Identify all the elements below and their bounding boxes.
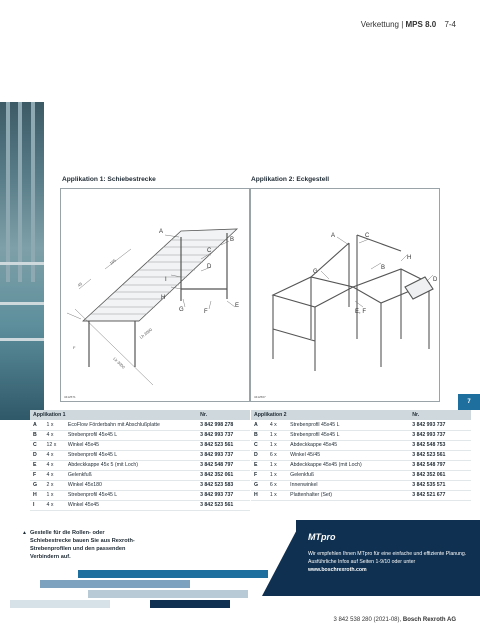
table-row (30, 440, 250, 450)
app1-title: Applikation 1: Schiebestrecke (62, 176, 156, 183)
chapter-tab: 7 (458, 394, 480, 410)
part-number: 3 842 993 737 (197, 450, 250, 460)
part-number: 3 842 523 561 (409, 450, 471, 460)
mtpro-title: MTpro (308, 532, 336, 542)
part-qty: 4 x (44, 450, 65, 460)
app2-drawing-svg (251, 189, 439, 401)
part-qty: 4 x (44, 470, 65, 480)
part-code: A (251, 420, 267, 430)
app2-table-body (251, 420, 471, 500)
table-row (30, 470, 250, 480)
part-description: Plattenhalter (Set) (287, 490, 409, 500)
part-code: F (251, 470, 267, 480)
app2-label-g: G (313, 269, 318, 275)
app1-parts-table (30, 410, 250, 511)
part-number: 3 842 993 737 (197, 490, 250, 500)
app2-label-c: C (365, 233, 370, 239)
part-code: C (30, 440, 44, 450)
part-description: Strebenprofil 45x45 L (287, 420, 409, 430)
part-number: 3 842 523 583 (197, 480, 250, 490)
part-description: Gelenkfuß (65, 470, 197, 480)
part-qty: 1 x (44, 420, 65, 430)
part-code: B (251, 430, 267, 440)
app2-label-h: H (407, 255, 412, 261)
app1-label-c: C (207, 248, 212, 254)
caption-text: Gestelle für die Rollen- oder Schiebestrecke bauen Sie aus Rexroth-Strebenprofilen und den passenden Verbindern auf. (30, 530, 135, 560)
footer-company: Bosch Rexroth AG (402, 617, 456, 623)
part-code: G (251, 480, 267, 490)
part-number: 3 842 548 797 (197, 460, 250, 470)
part-qty: 6 x (267, 480, 287, 490)
part-qty: 4 x (267, 420, 287, 430)
app2-drawing (250, 188, 440, 402)
page-number: 7-4 (444, 20, 456, 29)
table-row (251, 440, 471, 450)
app1-label-g: G (179, 307, 184, 313)
part-qty: 4 x (44, 430, 65, 440)
app1-label-a: A (159, 229, 164, 235)
part-description: Strebenprofil 45x45 L (287, 430, 409, 440)
app1-dim-5: F (73, 345, 76, 350)
app2-label-d: D (433, 277, 438, 283)
table-row (30, 420, 250, 430)
mtpro-link[interactable]: www.boschrexroth.com (308, 567, 367, 573)
part-qty: 2 x (44, 480, 65, 490)
part-number: 3 842 535 571 (409, 480, 471, 490)
part-description: Gelenkfuß (287, 470, 409, 480)
app1-label-e: E (235, 303, 240, 309)
table-row (251, 460, 471, 470)
part-qty: 4 x (44, 500, 65, 510)
app2-label-a: A (331, 233, 336, 239)
app2-figure-id: 3412567 (254, 395, 266, 399)
part-qty: 1 x (267, 440, 287, 450)
table-header-nr: Nr. (197, 410, 250, 420)
table-header-row (30, 410, 250, 420)
app2-title: Applikation 2: Eckgestell (251, 176, 330, 183)
part-description: Abdeckkappe 45x 5 (mit Loch) (65, 460, 197, 470)
mtpro-info-box (296, 520, 480, 596)
header-product: MPS 8.0 (405, 20, 437, 29)
footer-doc: 3 842 538 280 (2021-08), (333, 617, 402, 623)
table-header-row (251, 410, 471, 420)
table-row (251, 470, 471, 480)
table-header-title: Applikation 2 (251, 410, 409, 420)
app1-drawing (60, 188, 250, 402)
table-row (30, 480, 250, 490)
part-qty: 1 x (267, 460, 287, 470)
part-code: A (30, 420, 44, 430)
part-description: Strebenprofil 45x45 L (65, 450, 197, 460)
app1-label-b: B (230, 237, 235, 243)
part-code: C (251, 440, 267, 450)
part-qty: 1 x (267, 430, 287, 440)
part-number: 3 842 352 061 (197, 470, 250, 480)
part-description: Strebenprofil 45x45 L (65, 430, 197, 440)
part-code: D (30, 450, 44, 460)
table-row (251, 490, 471, 500)
table-row (251, 450, 471, 460)
part-description: Abdeckkappe 45x45 (mit Loch) (287, 460, 409, 470)
part-number: 3 842 993 737 (409, 420, 471, 430)
table-row (30, 430, 250, 440)
app2-label-ef: E, F (355, 309, 367, 315)
table-row (30, 490, 250, 500)
part-qty: 4 x (44, 460, 65, 470)
part-number: 3 842 548 753 (409, 440, 471, 450)
part-code: H (251, 490, 267, 500)
app1-label-h: H (161, 295, 166, 301)
table-header-title: Applikation 1 (30, 410, 197, 420)
part-qty: 12 x (44, 440, 65, 450)
app1-dim-1: 165 (108, 257, 117, 266)
table-row (30, 450, 250, 460)
app1-label-i: I (165, 277, 167, 283)
part-description: Winkel 45/45 (287, 450, 409, 460)
app1-figure-id: 3412571 (64, 395, 76, 399)
part-description: Winkel 45x45 (65, 440, 197, 450)
app1-dim-4: Lk 3000 (112, 356, 127, 370)
header-section: Verkettung (360, 20, 399, 29)
part-number: 3 842 993 737 (409, 430, 471, 440)
app1-table-body (30, 420, 250, 510)
app2-parts-table (251, 410, 471, 501)
table-row (251, 420, 471, 430)
part-number: 3 842 521 677 (409, 490, 471, 500)
part-code: E (30, 460, 44, 470)
app1-drawing-svg (61, 189, 249, 401)
part-qty: 1 x (267, 470, 287, 480)
part-number: 3 842 548 797 (409, 460, 471, 470)
part-number: 3 842 523 561 (197, 440, 250, 450)
app1-label-f: F (204, 309, 208, 315)
caption-marker: ▲ (22, 530, 27, 536)
part-description: Winkel 45x180 (65, 480, 197, 490)
part-number: 3 842 998 278 (197, 420, 250, 430)
part-code: D (251, 450, 267, 460)
mtpro-text (308, 550, 470, 574)
table-row (251, 430, 471, 440)
part-code: G (30, 480, 44, 490)
page-header: Verkettung | MPS 8.0 7-4 (360, 20, 456, 29)
mtpro-body: Wir empfehlen Ihnen MTpro für eine einfache und effiziente Planung. Ausführliche Infos auf Seiten 1-9/10 oder unter (308, 551, 467, 565)
part-code: H (30, 490, 44, 500)
part-qty: 1 x (267, 490, 287, 500)
part-description: Strebenprofil 45x45 L (65, 490, 197, 500)
part-number: 3 842 993 737 (197, 430, 250, 440)
table-header-nr: Nr. (409, 410, 471, 420)
app1-label-d: D (207, 264, 212, 270)
part-description: Abdeckkappe 45x45 (287, 440, 409, 450)
part-number: 3 842 352 061 (409, 470, 471, 480)
table-row (30, 500, 250, 510)
app1-dim-3: Lh 2000 (138, 326, 154, 340)
part-description: Innenwinkel (287, 480, 409, 490)
table-row (30, 460, 250, 470)
figure-caption (22, 529, 140, 561)
page-footer (333, 617, 456, 623)
table-row (251, 480, 471, 490)
part-code: E (251, 460, 267, 470)
part-code: I (30, 500, 44, 510)
part-description: EcoFlow Förderbahn mit Abschlußplatte (65, 420, 197, 430)
part-qty: 6 x (267, 450, 287, 460)
part-description: Winkel 45x45 (65, 500, 197, 510)
part-qty: 1 x (44, 490, 65, 500)
part-number: 3 842 523 561 (197, 500, 250, 510)
app2-label-b: B (381, 265, 386, 271)
app1-dim-2: 45 (76, 281, 84, 288)
part-code: F (30, 470, 44, 480)
factory-photo (0, 102, 44, 420)
part-code: B (30, 430, 44, 440)
